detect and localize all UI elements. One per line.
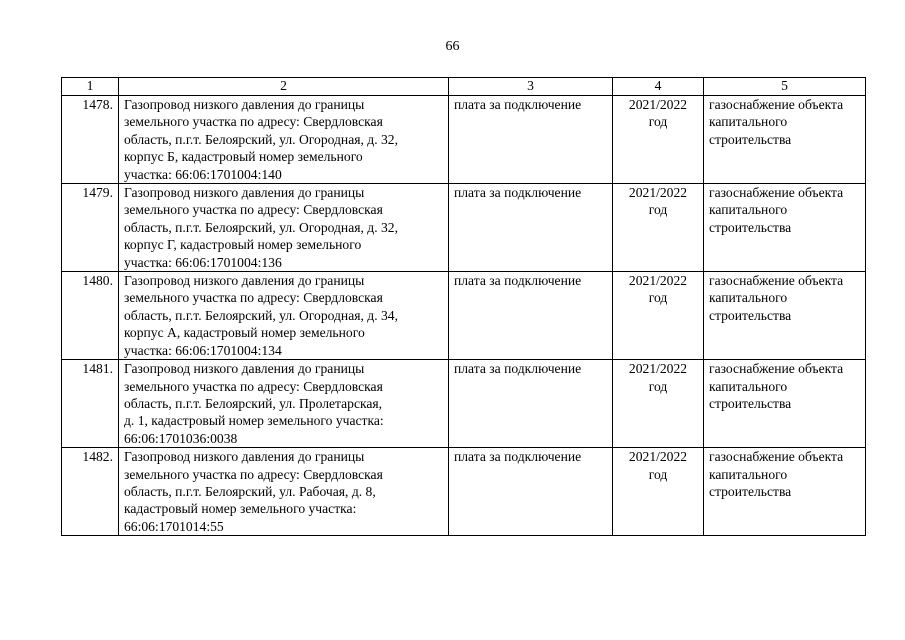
period-line: 2021/2022 — [628, 273, 688, 289]
column-header-1: 1 — [62, 78, 119, 96]
description-line: 66:06:1701014:55 — [124, 518, 224, 534]
purpose-line: строительства — [709, 131, 792, 147]
description-line: земельного участка по адресу: Свердловская — [124, 114, 383, 130]
period — [613, 448, 704, 536]
column-header-3: 3 — [449, 78, 613, 96]
fee-type: плата за подключение — [449, 96, 613, 184]
column-header-4: 4 — [613, 78, 704, 96]
description-line: корпус А, кадастровый номер земельного — [124, 325, 365, 341]
description-line: участка: 66:06:1701004:134 — [124, 342, 282, 358]
object-description — [119, 448, 449, 536]
column-header-2: 2 — [119, 78, 449, 96]
period-line: 2021/2022 — [628, 97, 688, 112]
description-line: Газопровод низкого давления до границы — [124, 361, 365, 377]
table-header-row — [62, 78, 866, 96]
object-description — [119, 272, 449, 360]
period-line: год — [648, 378, 668, 394]
row-number: 1478. — [62, 96, 119, 184]
column-header-5: 5 — [704, 78, 866, 96]
description-line: область, п.г.т. Белоярский, ул. Огородная, д. 32, — [124, 131, 398, 147]
purpose-line: капитального — [709, 466, 788, 482]
description-line: земельного участка по адресу: Свердловская — [124, 378, 383, 394]
purpose-line: капитального — [709, 290, 788, 306]
row-number: 1482. — [62, 448, 119, 536]
purpose-line: капитального — [709, 114, 788, 130]
purpose — [704, 360, 866, 448]
row-number: 1481. — [62, 360, 119, 448]
purpose — [704, 448, 866, 536]
period — [613, 184, 704, 272]
purpose-line: капитального — [709, 202, 788, 218]
description-line: участка: 66:06:1701004:136 — [124, 254, 282, 270]
period — [613, 272, 704, 360]
period-line: 2021/2022 — [628, 361, 688, 377]
table-row — [62, 360, 866, 448]
purpose-line: строительства — [709, 219, 792, 235]
fee-type: плата за подключение — [449, 360, 613, 448]
description-line: область, п.г.т. Белоярский, ул. Пролетарская, — [124, 395, 383, 411]
data-table — [61, 77, 866, 536]
table-row — [62, 96, 866, 184]
description-line: участка: 66:06:1701004:140 — [124, 166, 282, 182]
purpose-line: газоснабжение объекта — [709, 449, 844, 465]
object-description — [119, 184, 449, 272]
purpose-line: газоснабжение объекта — [709, 361, 844, 377]
description-line: 66:06:1701036:0038 — [124, 430, 238, 446]
description-line: область, п.г.т. Белоярский, ул. Огородная, д. 34, — [124, 307, 398, 323]
purpose — [704, 272, 866, 360]
period-line: год — [648, 202, 668, 218]
period — [613, 360, 704, 448]
object-description — [119, 96, 449, 184]
description-line: Газопровод низкого давления до границы — [124, 449, 365, 465]
fee-type: плата за подключение — [449, 272, 613, 360]
description-line: земельного участка по адресу: Свердловская — [124, 202, 383, 218]
purpose — [704, 184, 866, 272]
purpose — [704, 96, 866, 184]
description-line: корпус Б, кадастровый номер земельного — [124, 149, 363, 165]
table-row — [62, 272, 866, 360]
purpose-line: капитального — [709, 378, 788, 394]
description-line: Газопровод низкого давления до границы — [124, 97, 365, 112]
row-number: 1479. — [62, 184, 119, 272]
purpose-line: строительства — [709, 307, 792, 323]
description-line: Газопровод низкого давления до границы — [124, 273, 365, 289]
description-line: земельного участка по адресу: Свердловская — [124, 290, 383, 306]
period-line: 2021/2022 — [628, 185, 688, 201]
period-line: год — [648, 114, 668, 130]
period-line: год — [648, 466, 668, 482]
fee-type: плата за подключение — [449, 448, 613, 536]
purpose-line: газоснабжение объекта — [709, 273, 844, 289]
description-line: д. 1, кадастровый номер земельного участка: — [124, 413, 384, 429]
purpose-line: строительства — [709, 395, 792, 411]
description-line: область, п.г.т. Белоярский, ул. Рабочая, д. 8, — [124, 483, 376, 499]
period-line: 2021/2022 — [628, 449, 688, 465]
row-number: 1480. — [62, 272, 119, 360]
page-number: 66 — [445, 39, 460, 54]
purpose-line: строительства — [709, 483, 792, 499]
description-line: область, п.г.т. Белоярский, ул. Огородная, д. 32, — [124, 219, 398, 235]
description-line: корпус Г, кадастровый номер земельного — [124, 237, 362, 253]
table-row — [62, 448, 866, 536]
description-line: земельного участка по адресу: Свердловская — [124, 466, 383, 482]
purpose-line: газоснабжение объекта — [709, 185, 844, 201]
period — [613, 96, 704, 184]
purpose-line: газоснабжение объекта — [709, 97, 844, 112]
period-line: год — [648, 290, 668, 306]
description-line: кадастровый номер земельного участка: — [124, 501, 357, 517]
description-line: Газопровод низкого давления до границы — [124, 185, 365, 201]
fee-type: плата за подключение — [449, 184, 613, 272]
object-description — [119, 360, 449, 448]
table-row — [62, 184, 866, 272]
